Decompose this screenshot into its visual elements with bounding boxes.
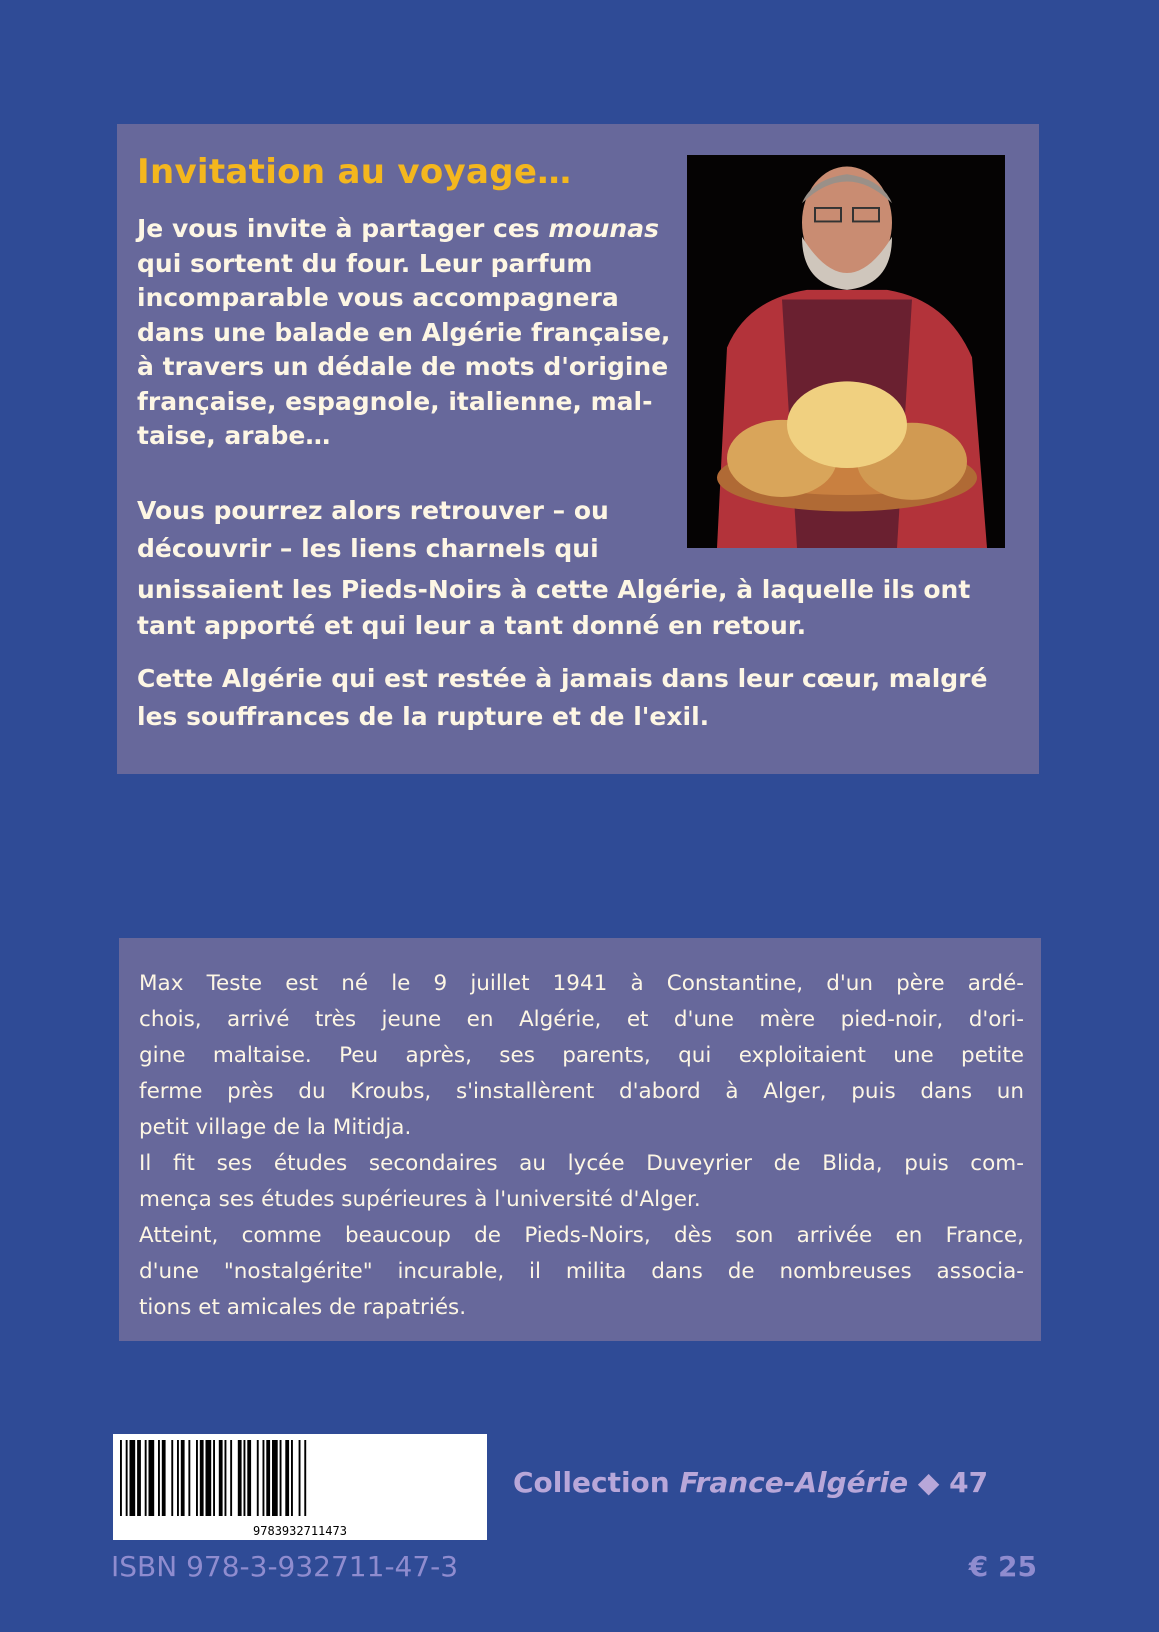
author-bio (139, 966, 1024, 1326)
barcode-bar (181, 1440, 185, 1516)
barcode-bar (137, 1440, 141, 1516)
barcode-bar (291, 1440, 293, 1516)
intro-line: Vous pourrez alors retrouver – ou (137, 496, 609, 525)
intro-line: taise, arabe… (137, 421, 331, 450)
intro-line: découvrir – les liens charnels qui (137, 534, 599, 563)
barcode-bar (171, 1440, 173, 1516)
barcode-bar (196, 1440, 198, 1516)
intro-line: Cette Algérie qui est restée à jamais dans leur cœur, malgré (137, 664, 988, 693)
intro-panel (117, 124, 1039, 774)
intro-line: tant apporté et qui leur a tant donné en retour. (137, 611, 807, 640)
barcode-bar (257, 1440, 259, 1516)
intro-line: incomparable vous accompagnera (137, 283, 619, 312)
barcode-bar (206, 1440, 212, 1516)
collection-prefix: Collection (513, 1466, 680, 1499)
barcode-bar (280, 1440, 282, 1516)
author-bio-panel (119, 938, 1041, 1341)
barcode-bar (200, 1440, 204, 1516)
barcode-bar (177, 1440, 179, 1516)
bio-line: tions et amicales de rapatriés. (139, 1295, 467, 1320)
barcode-bar (299, 1440, 301, 1516)
barcode-bar (263, 1440, 265, 1516)
intro-line: unissaient les Pieds-Noirs à cette Algérie, à laquelle ils ont (137, 575, 971, 604)
bio-line: d'une "nostalgérite" incurable, il milita dans de nombreuses associa- (139, 1259, 1024, 1284)
author-photo (687, 155, 1005, 548)
barcode-bar (219, 1440, 223, 1516)
bio-line: mença ses études supérieures à l'université d'Alger. (139, 1187, 701, 1212)
barcode-bar (158, 1440, 160, 1516)
intro-line: qui sortent du four. Leur parfum (137, 249, 593, 278)
diamond-icon: ◆ (917, 1466, 940, 1499)
barcode-bar (285, 1440, 289, 1516)
bio-line: ferme près du Kroubs, s'installèrent d'abord à Alger, puis dans un (139, 1079, 1024, 1104)
barcode-bar (162, 1440, 166, 1516)
bio-line: Il fit ses études secondaires au lycée Duveyrier de Blida, puis com- (139, 1151, 1024, 1176)
bio-line: petit village de la Mitidja. (139, 1115, 412, 1140)
intro-line (137, 212, 659, 247)
barcode-bar (230, 1440, 232, 1516)
barcode-bar (225, 1440, 227, 1516)
barcode-bar (272, 1440, 278, 1516)
bio-line: gine maltaise. Peu après, ses parents, qui exploitaient une petite (139, 1043, 1024, 1068)
isbn-barcode (113, 1434, 487, 1540)
collection-name: France-Algérie (679, 1466, 909, 1499)
intro-line: dans une balade en Algérie française, (137, 318, 671, 347)
barcode-bar (149, 1440, 155, 1516)
barcode-bar (130, 1440, 136, 1516)
price: € 25 (968, 1550, 1037, 1583)
intro-line: française, espagnole, italienne, mal- (137, 387, 653, 416)
intro-line: à travers un dédale de mots d'origine (137, 352, 669, 381)
barcode-bar (120, 1440, 122, 1516)
intro-text: Je vous invite à partager ces (137, 214, 549, 243)
bio-line: chois, arrivé très jeune en Algérie, et d'une mère pied-noir, d'ori- (139, 1007, 1024, 1032)
collection-label (513, 1466, 988, 1499)
barcode-bar (188, 1440, 190, 1516)
barcode-bars (120, 1440, 477, 1516)
barcode-bar (126, 1440, 128, 1516)
intro-italic-word: mounas (548, 214, 659, 243)
barcode-bar (238, 1440, 242, 1516)
bio-line: Atteint, comme beaucoup de Pieds-Noirs, dès son arrivée en France, (139, 1223, 1024, 1248)
barcode-bar (145, 1440, 147, 1516)
barcode-bar (244, 1440, 246, 1516)
bio-line: Max Teste est né le 9 juillet 1941 à Constantine, d'un père ardé- (139, 971, 1024, 996)
barcode-bar (213, 1440, 215, 1516)
barcode-bar (266, 1440, 270, 1516)
barcode-number: 9783932711473 (253, 1524, 347, 1538)
intro-line: les souffrances de la rupture et de l'exil. (137, 702, 710, 731)
isbn-text: ISBN 978-3-932711-47-3 (111, 1550, 459, 1583)
barcode-bar (247, 1440, 251, 1516)
barcode-bar (304, 1440, 306, 1516)
intro-title: Invitation au voyage… (137, 152, 572, 192)
collection-number: 47 (949, 1466, 989, 1499)
